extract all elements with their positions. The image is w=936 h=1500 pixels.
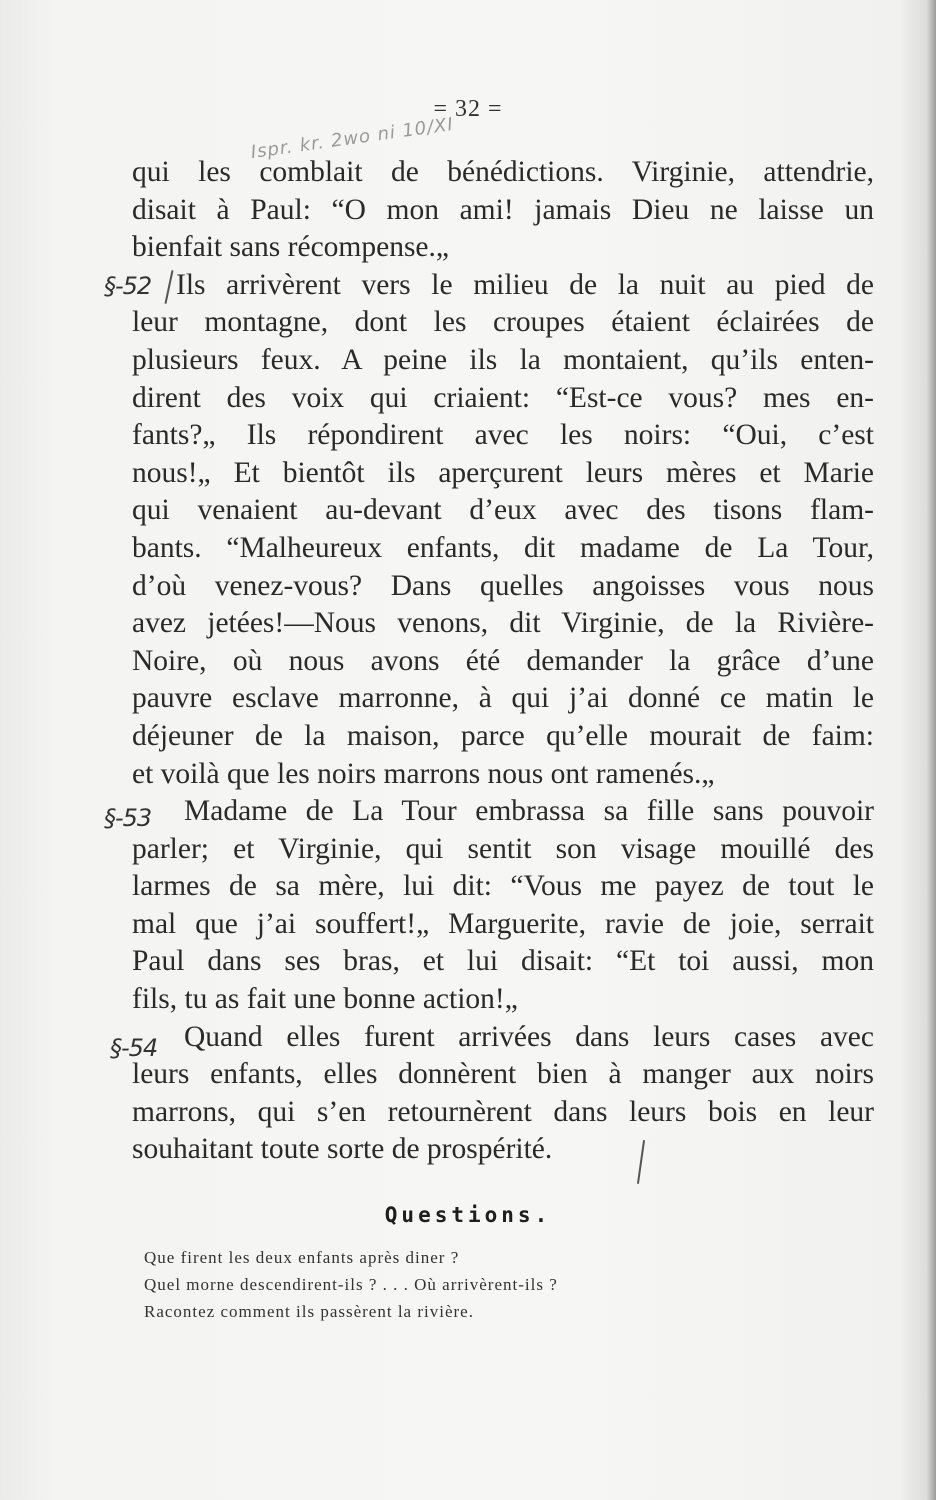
text-line: Quand elles furent arrivées dans leurs cases avec: [184, 1020, 874, 1053]
text-line: et voilà que les noirs marrons nous ont ramenés.„: [132, 757, 715, 790]
text-line: bienfait sans récompense.„: [132, 231, 449, 264]
margin-annotation-54: §-54: [110, 1034, 158, 1062]
body-text: [132, 154, 874, 1169]
text-line: souhaitant toute sorte de prospérité.: [132, 1133, 553, 1166]
text-line: plusieurs feux. A peine ils la montaient, qu’ils enten-: [132, 343, 874, 376]
text-line: bants. “Malheureux enfants, dit madame de La Tour,: [132, 531, 874, 564]
margin-annotation-53: §-53: [104, 804, 152, 832]
text-line: disait à Paul: “O mon ami! jamais Dieu ne laisse un: [132, 193, 874, 226]
page-number: = 32 =: [433, 96, 503, 122]
questions-list: [144, 1244, 744, 1325]
text-line: déjeuner de la maison, parce qu’elle mourait de faim:: [132, 719, 874, 752]
text-line: dirent des voix qui criaient: “Est-ce vous? mes en-: [132, 381, 874, 414]
text-line: leur montagne, dont les croupes étaient éclairées de: [132, 306, 874, 339]
text-line: larmes de sa mère, lui dit: “Vous me payez de tout le: [132, 870, 874, 903]
text-line: qui venaient au-devant d’eux avec des tisons flam-: [132, 494, 874, 527]
text-line: nous!„ Et bientôt ils aperçurent leurs mères et Marie: [132, 456, 874, 489]
question-item: Quel morne descendirent-ils ? . . . Où arrivèrent-ils ?: [144, 1275, 558, 1294]
text-line: qui les comblait de bénédictions. Virginie, attendrie,: [132, 156, 874, 188]
text-line: d’où venez-vous? Dans quelles angoisses vous nous: [132, 569, 874, 602]
text-line: pauvre esclave marronne, à qui j’ai donné ce matin le: [132, 682, 874, 715]
text-line: Ils arrivèrent vers le milieu de la nuit au pied de: [176, 268, 874, 301]
margin-annotation-52: §-52: [104, 272, 152, 300]
text-line: marrons, qui s’en retournèrent dans leurs bois en leur: [132, 1095, 874, 1128]
text-line: Paul dans ses bras, et lui disait: “Et toi aussi, mon: [132, 945, 874, 978]
question-item: Que firent les deux enfants après diner ?: [144, 1248, 460, 1267]
pencil-note: Ispr. kr. 2wo ni 10/XI: [249, 113, 456, 164]
text-line: mal que j’ai souffert!„ Marguerite, ravie de joie, serrait: [132, 907, 874, 940]
question-item: Racontez comment ils passèrent la rivière.: [144, 1302, 474, 1321]
text-line: avez jetées!—Nous venons, dit Virginie, de la Rivière-: [132, 607, 874, 640]
text-line: parler; et Virginie, qui sentit son visage mouillé des: [132, 832, 874, 865]
text-line: Noire, où nous avons été demander la grâce d’une: [132, 644, 874, 677]
text-line: Madame de La Tour embrassa sa fille sans pouvoir: [184, 795, 874, 828]
text-line: leurs enfants, elles donnèrent bien à manger aux noirs: [132, 1058, 874, 1091]
questions-heading: Questions.: [384, 1203, 552, 1227]
text-line: fils, tu as fait une bonne action!„: [132, 983, 518, 1016]
text-line: fants?„ Ils répondirent avec les noirs: “Oui, c’est: [132, 419, 874, 452]
